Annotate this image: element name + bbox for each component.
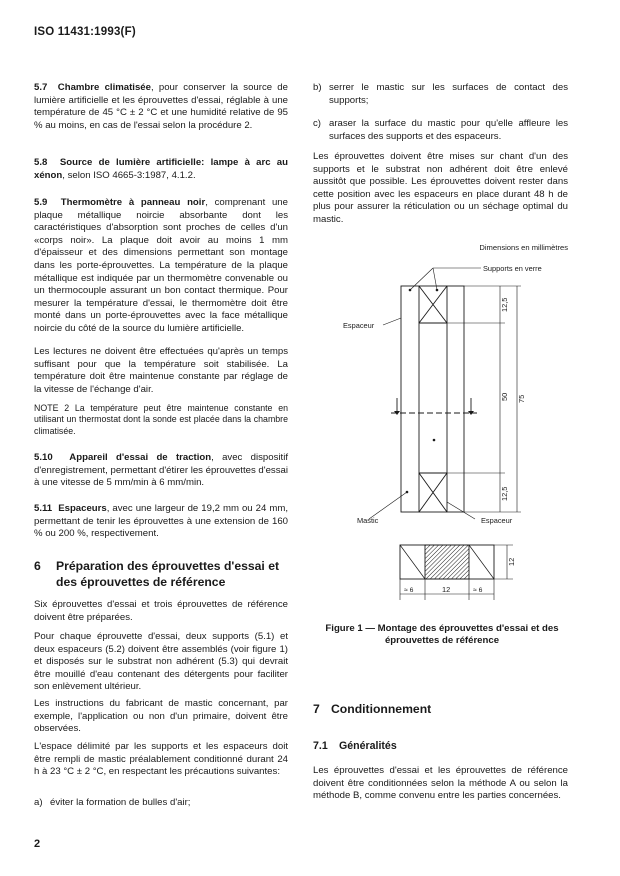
section-5-9 (34, 197, 288, 336)
section-7-title: Conditionnement (331, 702, 432, 716)
section-5-10-number: 5.10 (34, 452, 53, 463)
paragraph-6-3: Les instructions du fabricant de mastic concernant, par exemple, l'application ou non d'un primaire, doivent être observées. (34, 698, 288, 735)
section-5-8 (34, 157, 288, 182)
section-5-8-number: 5.8 (34, 157, 48, 168)
section-5-9-text: , comprenant une plaque métallique noircie absorbante dont les caractéristiques d'absorption sont proches de celles d'un «corps noir». La plaque doit avoir au moins 1 mm d'épaisseur et des dimensions permettant son montage dans les porte-éprouvettes. La température de la plaque métallique est indiquée par un thermomètre convenable ou un thermocouple assurant un bon contact thermique. Pour mesurer la température d'essai, le thermomètre doit être monté dans un porte-éprouvettes avec la face métallique noircie du côté de la source du lumière artificielle. (34, 197, 288, 334)
leader-espaceur-right (447, 502, 475, 519)
list-item-a (34, 797, 288, 810)
note-2: NOTE 2 La température peut être maintenue constante en utilisant un thermostat dont la sonde est placée dans la chambre climatisée. (34, 403, 288, 436)
section-6-title: Préparation des éprouvettes d'essai et des éprouvettes de référence (56, 559, 280, 589)
label-espaceur-left: Espaceur (343, 321, 375, 330)
section-5-7 (34, 82, 288, 132)
dim-label-12-side: 12 (507, 557, 516, 566)
list-item-b-text: serrer le mastic sur les surfaces de contact des supports; (329, 82, 568, 106)
figure-dimension-note: Dimensions en millimètres (479, 243, 568, 252)
label-espaceur-right: Espaceur (481, 516, 513, 525)
section-5-9-number: 5.9 (34, 197, 48, 208)
paragraph-lectures: Les lectures ne doivent être effectuées qu'après un temps suffisant pour que la température soit stabilisée. La température doit être maintenue constante par réglage de la vitesse de l'échange d'air. (34, 346, 288, 395)
dim-label-6-left: ≈ 6 (404, 587, 414, 594)
section-5-11 (34, 503, 288, 541)
leader-supports-right (433, 268, 437, 290)
list-item-a-label: a) (34, 797, 43, 808)
label-supports-en-verre: Supports en verre (483, 264, 542, 273)
figure-1-drawing (313, 0, 568, 620)
section-7-heading (313, 702, 568, 718)
section-6-heading (34, 559, 288, 590)
paragraph-6-4: L'espace délimité par les supports et les espaceurs doit être rempli de mastic préalablement conditionné durant 24 h à 23 °C ± 2 °C, en respectant les précautions suivantes: (34, 741, 288, 778)
section-6-number: 6 (34, 559, 41, 573)
section-5-7-title: Chambre climatisée (57, 82, 151, 93)
section-7-1-title: Généralités (339, 740, 397, 752)
label-mastic: Mastic (357, 516, 379, 525)
page-number: 2 (34, 838, 41, 850)
section-5-8-title: Source de lumière artificielle: lampe à arc au xénon (34, 157, 288, 181)
figure-1-caption: Figure 1 — Montage des éprouvettes d'essai et des éprouvettes de référence (325, 623, 559, 647)
list-item-b-label: b) (313, 82, 322, 93)
dim-label-12-5-top: 12,5 (500, 297, 509, 312)
cross-section (400, 545, 513, 600)
section-5-7-number: 5.7 (34, 82, 48, 93)
list-item-c-text: araser la surface du mastic pour qu'elle affleure les surfaces des supports et des espaceurs. (329, 118, 568, 142)
section-7-1-number: 7.1 (313, 740, 328, 752)
assembly-outline (401, 286, 464, 512)
dim-label-50: 50 (500, 392, 509, 401)
dim-label-12-5-bottom: 12,5 (500, 486, 509, 501)
section-7-1-heading (313, 740, 568, 753)
section-5-7-text: , pour conserver la source de lumière artificielle et les éprouvettes d'essai, réglable à une température de 45 °C ± 2 °C et une humidité relative de 95 % au moins, en cas de l'essai selon la procédure 2. (34, 82, 288, 131)
section-5-8-text: , selon ISO 4665-3:1987, 4.1.2. (62, 169, 196, 181)
dim-label-12-mid: 12 (442, 585, 451, 594)
list-item-c-label: c) (313, 118, 321, 129)
list-item-a-text: éviter la formation de bulles d'air; (50, 797, 191, 808)
paragraph-right-1: Les éprouvettes doivent être mises sur chant d'un des supports et le substrat non adhérent doit être enlevé aussitôt que possible. Les éprouvettes doivent rester dans cette position avec les espaceurs en place durant 48 h de plus pour assurer la réticulation ou un séchage optimal du mastic. (313, 151, 568, 225)
paragraph-6-2: Pour chaque éprouvette d'essai, deux supports (5.1) et deux espaceurs (5.2) doivent être assemblés (voir figure 1) et disposés sur le substrat non adhérent (5.3) qui devrait être mouillé d'eau contenant des détergents pour faciliter son enlèvement ultérieur. (34, 631, 288, 693)
paragraph-7-1: Les éprouvettes d'essai et les éprouvettes de référence doivent être conditionnées selon la méthode A ou selon la méthode B, comme convenu entre les parties concernées. (313, 765, 568, 802)
section-5-10-title: Appareil d'essai de traction (69, 452, 212, 463)
section-5-10 (34, 452, 288, 490)
leader-espaceur-left (383, 318, 401, 325)
section-7-number: 7 (313, 702, 320, 716)
paragraph-6-1: Six éprouvettes d'essai et trois éprouvettes de référence doivent être préparées. (34, 599, 288, 623)
dim-label-75: 75 (517, 394, 526, 403)
leader-supports-left (410, 268, 433, 290)
dim-label-6-right: ≈ 6 (473, 587, 483, 594)
section-5-10-text: , avec dispositif d'enregistrement, permettant d'étirer les éprouvettes d'essai à une vitesse de 5 mm/min à 6 mm/min. (34, 452, 288, 489)
section-5-11-text: , avec une largeur de 19,2 mm ou 24 mm, permettant de tenir les éprouvettes à une extension de 160 % ou 200 %, respectivement. (34, 503, 288, 540)
section-5-11-title: Espaceurs (58, 503, 107, 514)
document-header: ISO 11431:1993(F) (34, 26, 136, 38)
section-5-9-title: Thermomètre à panneau noir (60, 197, 206, 208)
section-5-11-number: 5.11 (34, 503, 53, 514)
